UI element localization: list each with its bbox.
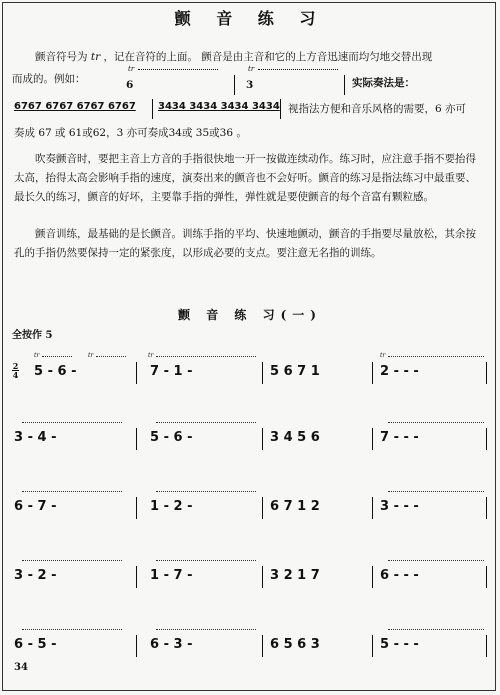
- measure-2: 7 - 1 -: [150, 364, 193, 379]
- intro-text-e: 奏成 67 或 61或62，3 亦可奏成34或 35或36 。: [14, 127, 247, 139]
- trill-line: [258, 69, 338, 70]
- staff-row-1: [12, 352, 488, 382]
- barline: [486, 428, 487, 450]
- measure-3: 6 7 1 2: [270, 499, 320, 514]
- measure-2: 5 - 6 -: [150, 430, 193, 445]
- trill-line: [22, 629, 122, 630]
- trill-line: [22, 560, 122, 561]
- barline: [152, 99, 153, 119]
- measure-4: 2 - - -: [380, 364, 419, 379]
- barline: [262, 428, 263, 450]
- staff-row-4: [12, 556, 488, 586]
- time-signature: [12, 362, 19, 379]
- staff-row-5: [12, 625, 488, 655]
- trill-line: [156, 491, 256, 492]
- trill-line: [388, 356, 484, 357]
- staff-row-3: [12, 487, 488, 517]
- trill-line: [22, 422, 122, 423]
- trill-line: [388, 491, 484, 492]
- page-number: 34: [14, 662, 28, 673]
- barline: [136, 497, 137, 519]
- measure-3: 3 2 1 7: [270, 568, 320, 583]
- barline: [486, 362, 487, 384]
- trill-line: [22, 491, 122, 492]
- measure-3: 5 6 7 1: [270, 364, 320, 379]
- trill-line: [388, 560, 484, 561]
- barline: [486, 635, 487, 657]
- barline: [486, 566, 487, 588]
- example-line-1: [12, 65, 488, 93]
- example-line-2: [12, 97, 488, 119]
- measure-1: 3 - 4 -: [14, 430, 57, 445]
- intro-text-a: 颤音符号为: [35, 51, 88, 63]
- tr-mark: tr: [128, 65, 135, 73]
- fingering-instruction: 全按作 5: [12, 330, 53, 341]
- trill-line: [156, 422, 256, 423]
- barline: [234, 75, 235, 95]
- exercise-title: 颤 音 练 习(一): [178, 308, 322, 322]
- time-signature-top: 2: [12, 361, 19, 371]
- barline: [136, 635, 137, 657]
- barline: [136, 428, 137, 450]
- barline: [262, 362, 263, 384]
- barline: [372, 428, 373, 450]
- staff-row-2: [12, 418, 488, 448]
- trill-line: [138, 69, 218, 70]
- tr-mark: tr: [148, 352, 154, 359]
- barline: [372, 362, 373, 384]
- barline: [136, 566, 137, 588]
- trill-symbol: tr: [90, 51, 101, 63]
- barline: [262, 566, 263, 588]
- measure-3: 3 4 5 6: [270, 430, 320, 445]
- measure-2: 1 - 7 -: [150, 568, 193, 583]
- trill-line: [388, 422, 484, 423]
- measure-2: 6 - 3 -: [150, 637, 193, 652]
- example-note-3: 3: [246, 79, 254, 91]
- trill-realization-3: 3434 3434 3434 3434: [158, 101, 280, 112]
- trill-line: [156, 356, 256, 357]
- barline: [344, 75, 345, 95]
- barline: [486, 497, 487, 519]
- trill-realization-6: 6767 6767 6767 6767: [14, 101, 136, 112]
- barline: [372, 497, 373, 519]
- intro-text-c: 而成的。例如：: [12, 73, 86, 85]
- tr-mark: tr: [34, 352, 40, 359]
- measure-2: 1 - 2 -: [150, 499, 193, 514]
- intro-text-d: 视指法方便和音乐风格的需要，6 亦可: [288, 103, 467, 115]
- barline: [280, 99, 281, 119]
- intro-text-b: ，记在音符的上面。 颤音是由主音和它的上方音迅速而均匀地交替出现: [103, 51, 433, 63]
- trill-line: [156, 629, 256, 630]
- tr-mark: tr: [88, 352, 94, 359]
- measure-1: 5 - 6 -: [34, 364, 77, 379]
- measure-1: 3 - 2 -: [14, 568, 57, 583]
- time-signature-bottom: 4: [12, 370, 19, 380]
- barline: [372, 635, 373, 657]
- measure-1: 6 - 7 -: [14, 499, 57, 514]
- trill-line: [156, 560, 256, 561]
- measure-3: 6 5 6 3: [270, 637, 320, 652]
- measure-1: 6 - 5 -: [14, 637, 57, 652]
- training-paragraph: 颤音训练，最基础的是长颤音。训练手指的平均、快速地颤动，颤音的手指要尽量放松，其余按孔的手指仍然要保持一定的紧张度，以形成必要的支点。要注意无名指的训练。: [14, 228, 476, 259]
- measure-4: 5 - - -: [380, 637, 419, 652]
- barline: [136, 362, 137, 384]
- barline: [262, 497, 263, 519]
- tr-mark: tr: [248, 65, 255, 73]
- page-title: 颤 音 练 习: [174, 9, 326, 28]
- trill-line: [388, 629, 484, 630]
- trill-line: [96, 356, 126, 357]
- measure-4: 3 - - -: [380, 499, 419, 514]
- tr-mark: tr: [380, 352, 386, 359]
- barline: [262, 635, 263, 657]
- measure-4: 6 - - -: [380, 568, 419, 583]
- barline: [372, 566, 373, 588]
- actual-playing-label: 实际奏法是：: [352, 77, 415, 89]
- measure-4: 7 - - -: [380, 430, 419, 445]
- practice-paragraph: 吹奏颤音时，要把主音上方音的手指很快地一开一按做连续动作。练习时，应注意手指不要抬得太高，抬得太高会影响手指的速度，演奏出来的颤音也不会好听。颤音的练习是指法练习中最重要、最长久的练习，颤音的好坏，主要靠手指的弹性，弹性就是要使颤音的每个音富有颗粒感。: [14, 153, 476, 203]
- trill-line: [42, 356, 72, 357]
- example-note-6: 6: [126, 79, 134, 91]
